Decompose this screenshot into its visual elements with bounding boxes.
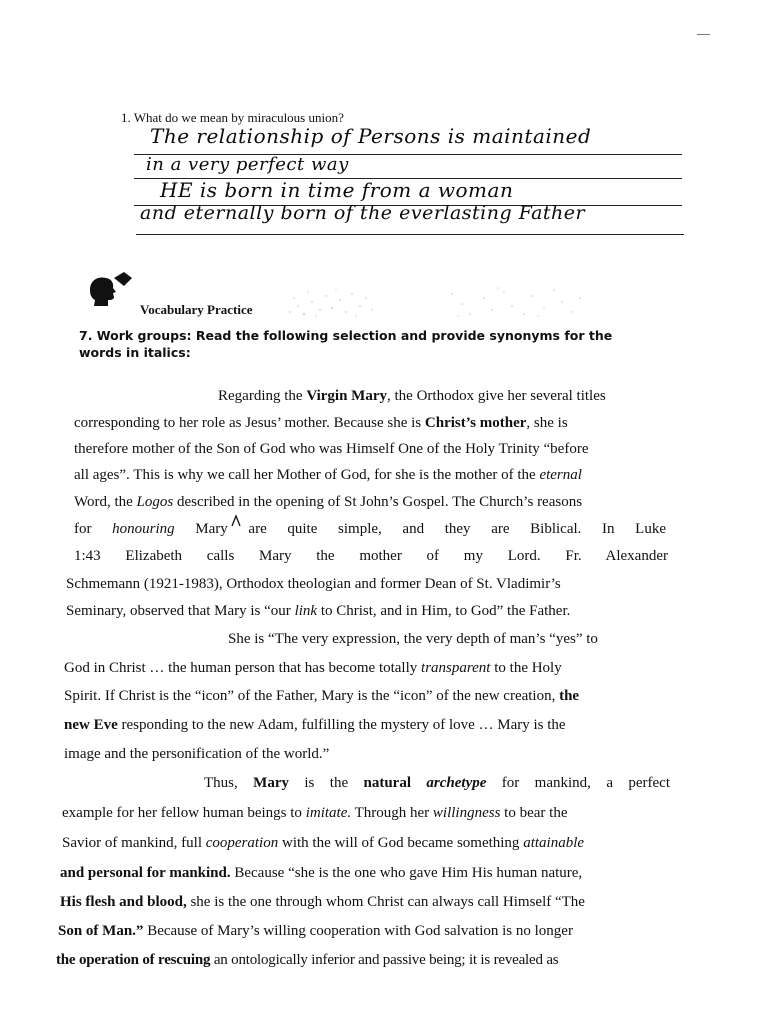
passage-text: for mankind, a perfect bbox=[486, 775, 671, 791]
passage-line bbox=[74, 520, 666, 538]
passage-line bbox=[62, 834, 584, 852]
passage-line bbox=[74, 493, 582, 511]
passage-text: an ontologically inferior and passive being; it is revealed as bbox=[210, 952, 559, 968]
passage-text: to bear the bbox=[500, 805, 568, 821]
passage-text: Through her bbox=[351, 805, 433, 821]
answer-rule-4 bbox=[136, 234, 684, 235]
passage-text: Schmemann (1921-1983), Orthodox theologian and former Dean of St. Vladimir’s bbox=[66, 576, 561, 592]
handwritten-answer-line-2: in a very perfect way bbox=[146, 154, 349, 175]
passage-line bbox=[64, 716, 566, 734]
emphasized-text: honouring bbox=[112, 521, 175, 537]
passage-text: she is the one through whom Christ can always call Himself “The bbox=[186, 894, 585, 910]
passage-text: example for her fellow human beings to bbox=[62, 805, 306, 821]
passage-line bbox=[60, 893, 585, 911]
passage-line bbox=[74, 466, 582, 484]
handwritten-answer-line-1: The relationship of Persons is maintained bbox=[150, 124, 592, 148]
passage-line bbox=[66, 602, 570, 620]
passage-text: with the will of God became something bbox=[278, 835, 524, 851]
passage-line bbox=[74, 547, 668, 565]
passage-text: Because “she is the one who gave Him His human nature, bbox=[230, 865, 583, 881]
emphasized-text: new Eve bbox=[64, 717, 118, 733]
passage-line bbox=[64, 745, 329, 763]
emphasized-text: transparent bbox=[421, 660, 491, 676]
emphasized-text: the operation of rescuing bbox=[56, 952, 211, 968]
passage-text: 1:43 Elizabeth calls Mary the mother of my Lord. Fr. Alexander bbox=[74, 548, 668, 564]
handwritten-answer-line-4: and eternally born of the everlasting Father bbox=[140, 202, 586, 224]
work-groups-instruction: 7. Work groups: Read the following selection and provide synonyms for the words in italics: bbox=[79, 328, 613, 360]
emphasized-text: Mary bbox=[253, 775, 289, 791]
passage-line bbox=[218, 387, 606, 405]
vocabulary-practice-heading: Vocabulary Practice bbox=[140, 302, 253, 317]
passage-line bbox=[74, 414, 568, 432]
insertion-caret-mark bbox=[230, 514, 242, 528]
passage-line bbox=[64, 687, 579, 705]
passage-line bbox=[64, 659, 562, 677]
scan-noise bbox=[440, 284, 590, 320]
handwritten-answer-line-3: HE is born in time from a woman bbox=[160, 178, 514, 202]
passage-text: described in the opening of St John’s Gospel. The Church’s reasons bbox=[173, 494, 583, 510]
passage-text: therefore mother of the Son of God who was Himself One of the Holy Trinity “before bbox=[74, 441, 589, 457]
question-1: 1. What do we mean by miraculous union? bbox=[121, 110, 344, 125]
passage-line bbox=[56, 951, 558, 969]
passage-line bbox=[228, 630, 598, 648]
emphasized-text: imitate. bbox=[305, 805, 352, 821]
passage-text: Word, the bbox=[74, 494, 137, 510]
head-speaking-icon bbox=[84, 270, 138, 314]
emphasized-text: link bbox=[294, 603, 318, 619]
passage-text: , she is bbox=[526, 415, 568, 431]
passage-text: to Christ, and in Him, to God” the Father. bbox=[317, 603, 571, 619]
passage-line bbox=[74, 440, 588, 458]
passage-text: God in Christ … the human person that has become totally bbox=[64, 660, 422, 676]
passage-text: Because of Mary’s willing cooperation with God salvation is no longer bbox=[143, 923, 573, 939]
passage-text: is the bbox=[288, 775, 364, 791]
passage-text: Spirit. If Christ is the “icon” of the Father, Mary is the “icon” of the new creation, bbox=[64, 688, 560, 704]
emphasized-text: attainable bbox=[523, 835, 585, 851]
scan-noise bbox=[280, 284, 380, 320]
passage-text: corresponding to her role as Jesus’ mother. Because she is bbox=[74, 415, 425, 431]
emphasized-text: and personal for mankind. bbox=[60, 865, 231, 881]
emphasized-text: eternal bbox=[539, 467, 582, 483]
passage-text: all ages”. This is why we call her Mother of God, for she is the mother of the bbox=[74, 467, 540, 483]
passage-text: Thus, bbox=[204, 775, 254, 791]
emphasized-text: archetype bbox=[426, 775, 487, 791]
passage-text: responding to the new Adam, fulfilling the mystery of love … Mary is the bbox=[117, 717, 566, 733]
emphasized-text: Logos bbox=[136, 494, 174, 510]
passage-line bbox=[204, 774, 670, 792]
passage-text: Regarding the bbox=[218, 388, 307, 404]
emphasized-text: natural bbox=[363, 775, 412, 791]
emphasized-text: cooperation bbox=[205, 835, 279, 851]
passage-text: Mary are quite simple, and they are Biblical. In Luke bbox=[174, 521, 666, 537]
emphasized-text: Son of Man.” bbox=[58, 923, 144, 939]
emphasized-text: His flesh and blood, bbox=[60, 894, 187, 910]
passage-text: She is “The very expression, the very depth of man’s “yes” to bbox=[228, 631, 598, 647]
emphasized-text: Christ’s mother bbox=[424, 415, 527, 431]
passage-line bbox=[66, 575, 561, 593]
passage-line bbox=[60, 864, 582, 882]
emphasized-text: Virgin Mary bbox=[306, 388, 387, 404]
passage-text: , the Orthodox give her several titles bbox=[387, 388, 606, 404]
passage-text: Seminary, observed that Mary is “our bbox=[66, 603, 295, 619]
passage-line bbox=[62, 804, 567, 822]
passage-text: to the Holy bbox=[490, 660, 562, 676]
corner-mark bbox=[697, 34, 710, 35]
passage-line bbox=[58, 922, 573, 940]
passage-text: image and the personification of the world.” bbox=[64, 746, 330, 762]
passage-text: for bbox=[74, 521, 113, 537]
emphasized-text: the bbox=[559, 688, 580, 704]
emphasized-text: willingness bbox=[432, 805, 501, 821]
passage-text: Savior of mankind, full bbox=[62, 835, 206, 851]
passage-text bbox=[411, 775, 426, 791]
